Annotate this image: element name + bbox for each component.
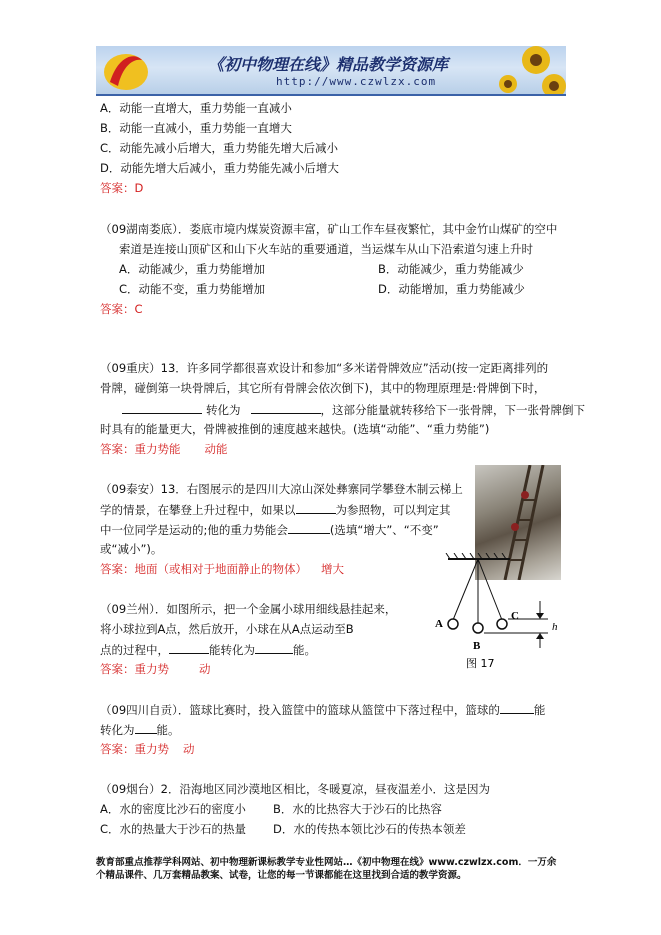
q5-answer-text: 答案：重力势 (100, 662, 169, 676)
q3-stem-line1: （09重庆）13．许多同学都很喜欢设计和参加“多米诺骨牌效应”活动(按一定距离排列的 (100, 361, 549, 375)
ball-a (448, 619, 458, 629)
q6-answer-text: 答案：重力势 (100, 742, 169, 756)
q3-text: ，这部分能量就转移给下一张骨牌，下一张骨牌倒下 (320, 403, 585, 417)
q5-stem-line2: 将小球拉到A点，然后放开，小球在从A点运动至B (100, 622, 354, 636)
q2-option-d: D．动能增加，重力势能减少 (378, 282, 525, 296)
q3-stem-line4: 时具有的能量更大，骨牌被推倒的速度越来越快。(选填“动能”、“重力势能”) (100, 422, 490, 436)
q5-answer-extra: 动 (199, 662, 211, 676)
label-a: A (435, 618, 443, 630)
blank (255, 642, 293, 654)
blank (500, 702, 534, 714)
q5-stem-line1: （09兰州）．如图所示，把一个金属小球用细线悬挂起来， (100, 602, 397, 616)
q6-text: 能 (533, 703, 546, 717)
q6-text: 能。 (156, 723, 180, 737)
blank (169, 642, 209, 654)
q7-option-b: B．水的比热容大于沙石的比热容 (273, 802, 442, 816)
label-h: h (552, 621, 558, 633)
blank (251, 402, 321, 414)
q3-answer-extra: 动能 (204, 442, 228, 456)
q1-answer: 答案：D (100, 181, 144, 195)
q6-text: 转化为 (100, 723, 135, 737)
q4-stem-line4: 或“减小”)。 (100, 542, 163, 556)
q6-stem-line2 (100, 722, 180, 737)
banner-url[interactable]: http://www.czwlzx.com (276, 75, 437, 88)
ball-c (497, 619, 507, 629)
q5-text: 能转化为 (209, 643, 255, 657)
blank (135, 722, 157, 734)
q3-text: 转化为 (206, 403, 241, 417)
figure-caption: 图 17 (466, 657, 495, 670)
q6-text: （09四川自贡）．篮球比赛时，投入篮筐中的篮球从篮筐中下落过程中，篮球的 (100, 703, 500, 717)
blank (288, 522, 330, 534)
q1-option-d: D．动能先增大后减小，重力势能先减小后增大 (100, 161, 339, 175)
q4-stem-line3 (100, 522, 439, 537)
q5-text: 点的过程中， (100, 643, 169, 657)
site-banner (96, 46, 566, 96)
q3-answer-text: 答案：重力势能 (100, 442, 181, 456)
q7-option-d: D．水的传热本领比沙石的传热本领差 (273, 822, 466, 836)
footer-line2: 个精品课件、几万套精品教案、试卷，让您的每一节课都能在这里找到合适的教学资源。 (96, 870, 467, 881)
q3-stem-line2: 骨牌，碰倒第一块骨牌后，其它所有骨牌会依次倒下)，其中的物理原理是:骨牌倒下时， (100, 381, 546, 395)
q5-text: 能。 (293, 643, 316, 657)
q2-option-b: B．动能减少，重力势能减少 (378, 262, 524, 276)
q2-option-a: A．动能减少，重力势能增加 (119, 262, 265, 276)
q4-answer-text: 答案：地面（或相对于地面静止的物体） (100, 562, 307, 576)
q6-answer (100, 742, 195, 756)
q3-stem-line3 (100, 402, 585, 417)
q1-option-b: B．动能一直减小，重力势能一直增大 (100, 121, 292, 135)
q5-stem-line3 (100, 642, 316, 657)
q4-text: (选填“增大”、“不变” (329, 523, 439, 537)
q6-stem-line1 (100, 702, 545, 717)
ball-b (473, 623, 483, 633)
q3-answer (100, 442, 228, 456)
q4-text: 学的情景，在攀登上升过程中，如果以 (100, 503, 296, 517)
q4-text: 为参照物，可以判定其 (335, 503, 451, 517)
q4-stem-line2 (100, 502, 451, 517)
q2-stem-line2: 索道是连接山顶矿区和山下火车站的重要通道，当运煤车从山下沿索道匀速上升时 (119, 242, 533, 256)
q4-answer (100, 562, 344, 576)
q2-stem-line1: （09湖南娄底）．娄底市境内煤炭资源丰富，矿山工作车昼夜繁忙，其中金竹山煤矿的空中 (100, 222, 558, 236)
q6-answer-extra: 动 (183, 742, 195, 756)
q7-stem-line1: （09烟台）2．沿海地区同沙漠地区相比，冬暖夏凉，昼夜温差小．这是因为 (100, 782, 490, 796)
blank (122, 402, 202, 414)
banner-title: 《初中物理在线》精品教学资源库 (208, 55, 449, 74)
label-c: C (511, 610, 519, 622)
q2-answer: 答案：C (100, 302, 143, 316)
q4-answer-extra: 增大 (321, 562, 344, 576)
pendulum-figure (430, 553, 564, 671)
q2-option-c: C．动能不变，重力势能增加 (119, 282, 266, 296)
label-b: B (473, 640, 481, 652)
q5-answer (100, 662, 211, 676)
q4-text: 中一位同学是运动的;他的重力势能会 (100, 523, 288, 537)
q1-option-a: A．动能一直增大，重力势能一直减小 (100, 101, 292, 115)
q4-stem-line1: （09泰安）13．右图展示的是四川大凉山深处彝寨同学攀登木制云梯上 (100, 482, 463, 496)
q7-option-a: A．水的密度比沙石的密度小 (100, 802, 246, 816)
footer-line1: 教育部重点推荐学科网站、初中物理新课标教学专业性网站…《初中物理在线》www.czwlzx.com．一万余 (96, 857, 557, 868)
q1-option-c: C．动能先减小后增大，重力势能先增大后减小 (100, 141, 339, 155)
q7-option-c: C．水的热量大于沙石的热量 (100, 822, 247, 836)
blank (296, 502, 336, 514)
